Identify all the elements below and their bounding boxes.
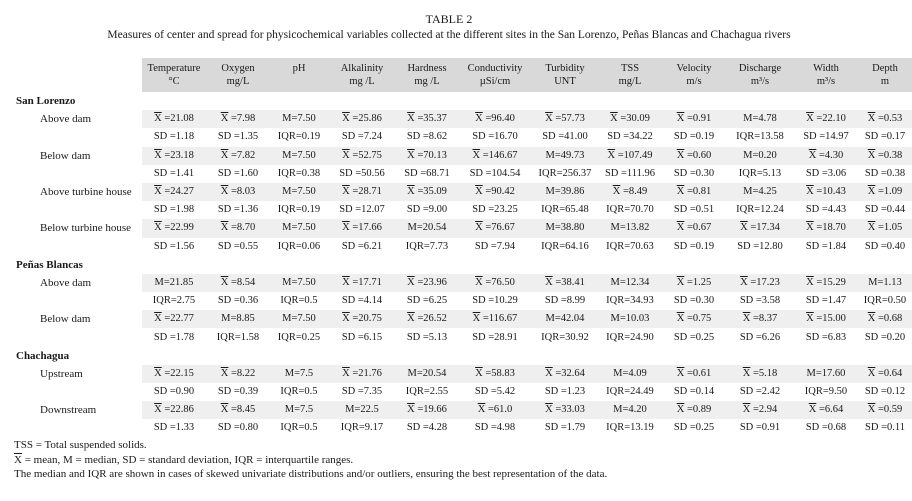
table-cell: $\overline{X} =0.60$ (662, 147, 726, 165)
table-cell: $\overline{X} =8.49$ (598, 183, 662, 201)
table-row-center (14, 274, 912, 292)
table-cell: $\overline{X} =76.67$ (458, 219, 532, 237)
column-header-discharge (726, 58, 794, 92)
table-cell: $\overline{X} =0.59$ (858, 401, 912, 419)
table-cell: M=20.54 (396, 365, 458, 383)
table-cell: SD =1.35 (217, 131, 259, 143)
table-cell: SD =5.13 (406, 331, 448, 343)
table-cell: $\overline{X} =0.64$ (858, 365, 912, 383)
table-cell: $\overline{X} =116.67$ (458, 310, 532, 328)
table-cell: M=12.34 (598, 274, 662, 292)
table-cell: M=39.86 (532, 183, 598, 201)
column-name: pH (292, 63, 306, 74)
table-row-spread (14, 128, 912, 146)
table-cell: M=1.13 (858, 274, 912, 292)
site-label: Below dam (40, 149, 91, 162)
table-cell: SD =4.14 (341, 295, 383, 307)
site-label-blank (14, 201, 142, 219)
table-cell: SD =0.38 (864, 167, 906, 179)
table-cell: SD =6.83 (805, 331, 847, 343)
table-cell: $\overline{X} =7.98$ (206, 110, 270, 128)
table-cell: IQR=2.55 (405, 386, 449, 398)
table-cell: SD =0.91 (739, 422, 781, 434)
table-cell: $\overline{X} =70.13$ (396, 147, 458, 165)
table-cell: SD =1.98 (153, 204, 195, 216)
table-cell: IQR=1.58 (216, 331, 260, 343)
table-cell: M=4.78 (726, 110, 794, 128)
table-cell: SD =12.80 (737, 240, 783, 252)
table-cell: $\overline{X} =10.43$ (794, 183, 858, 201)
table-cell: SD =0.12 (864, 386, 906, 398)
table-cell: SD =1.47 (805, 295, 847, 307)
table-cell: IQR=70.63 (606, 240, 654, 252)
table-cell: M=21.85 (142, 274, 206, 292)
data-table-container (14, 58, 907, 438)
table-cell: SD =23.25 (472, 204, 518, 216)
table-cell: $\overline{X} =24.27$ (142, 183, 206, 201)
table-cell: SD =50.56 (339, 167, 385, 179)
table-cell: SD =1.41 (153, 167, 195, 179)
site-label-blank (14, 165, 142, 183)
table-cell: SD =1.56 (153, 240, 195, 252)
table-cell: SD =0.11 (865, 422, 905, 434)
table-cell: SD =0.30 (673, 167, 715, 179)
table-cell: $\overline{X} =33.03$ (532, 401, 598, 419)
column-name: Velocity (676, 63, 712, 74)
column-name: Width (813, 63, 839, 74)
table-cell: IQR=24.49 (606, 386, 654, 398)
table-cell: $\overline{X} =6.64$ (794, 401, 858, 419)
table-cell: SD =68.71 (404, 167, 450, 179)
table-cell: SD =9.00 (406, 204, 448, 216)
table-cell: SD =14.97 (803, 131, 849, 143)
site-label: Above dam (40, 276, 92, 289)
table-cell: IQR=0.5 (280, 386, 318, 398)
table-cell: $\overline{X} =8.22$ (206, 365, 270, 383)
table-cell: $\overline{X} =0.61$ (662, 365, 726, 383)
column-unit: UNT (554, 76, 576, 87)
table-cell: SD =0.20 (864, 331, 906, 343)
site-label: Below turbine house (40, 222, 132, 235)
column-name: Temperature (147, 63, 201, 74)
table-cell: SD =1.36 (217, 204, 259, 216)
table-cell: $\overline{X} =26.52$ (396, 310, 458, 328)
site-label-blank (14, 419, 142, 437)
column-unit: µSi/cm (479, 76, 511, 87)
table-cell: IQR=9.17 (340, 422, 384, 434)
table-row-spread (14, 383, 912, 401)
table-cell: M=10.03 (598, 310, 662, 328)
table-cell: $\overline{X} =0.89$ (662, 401, 726, 419)
table-row-spread (14, 165, 912, 183)
column-header-width (794, 58, 858, 92)
column-unit: mg /L (414, 76, 440, 87)
table-row-spread (14, 201, 912, 219)
table-cell: $\overline{X} =8.54$ (206, 274, 270, 292)
table-cell: SD =0.39 (217, 386, 259, 398)
table-cell: $\overline{X} =8.45$ (206, 401, 270, 419)
table-cell: IQR=13.19 (606, 422, 654, 434)
table-cell: SD =111.96 (604, 167, 656, 179)
table-cell: $\overline{X} =22.10$ (794, 110, 858, 128)
table-cell: SD =34.22 (607, 131, 653, 143)
table-cell: SD =0.44 (864, 204, 906, 216)
table-cell: SD =0.25 (673, 422, 715, 434)
table-cell: $\overline{X} =0.68$ (858, 310, 912, 328)
header-row (14, 58, 912, 92)
table-row-center (14, 365, 912, 383)
table-cell: $\overline{X} =7.82$ (206, 147, 270, 165)
table-cell: M=7.50 (270, 219, 328, 237)
table-cell: $\overline{X} =25.86$ (328, 110, 396, 128)
table-cell: SD =1.60 (217, 167, 259, 179)
site-label-blank (14, 128, 142, 146)
group-name: San Lorenzo (16, 95, 76, 108)
table-row-spread (14, 292, 912, 310)
table-cell: SD =0.17 (864, 131, 906, 143)
table-row-center (14, 183, 912, 201)
column-header-tss (598, 58, 662, 92)
table-cell: IQR=30.92 (541, 331, 589, 343)
site-label: Downstream (40, 404, 97, 417)
table-cell: IQR=2.75 (152, 295, 196, 307)
table-cell: SD =0.36 (217, 295, 259, 307)
table-cell: SD =1.79 (544, 422, 586, 434)
table-cell: SD =6.21 (341, 240, 383, 252)
table-cell: $\overline{X} =22.77$ (142, 310, 206, 328)
column-unit: °C (168, 76, 180, 87)
table-cell: SD =28.91 (472, 331, 518, 343)
table-cell: SD =4.28 (406, 422, 448, 434)
table-row-spread (14, 328, 912, 346)
table-cell: M=4.09 (598, 365, 662, 383)
note-abbreviations: $\overline{X}$ = mean, M = median, SD = standard deviation, IQR = interquartile ranges. (14, 453, 354, 466)
table-cell: $\overline{X} =8.37$ (726, 310, 794, 328)
table-cell: $\overline{X} =52.75$ (328, 147, 396, 165)
table-cell: $\overline{X} =0.75$ (662, 310, 726, 328)
table-cell: SD =4.98 (474, 422, 516, 434)
table-cell: $\overline{X} =0.38$ (858, 147, 912, 165)
table-cell: $\overline{X} =17.34$ (726, 219, 794, 237)
table-cell: $\overline{X} =1.09$ (858, 183, 912, 201)
table-cell: IQR=34.93 (606, 295, 654, 307)
group-row (14, 347, 912, 365)
table-cell: M=22.5 (328, 401, 396, 419)
column-unit: m³/s (750, 76, 770, 87)
table-cell: IQR=0.25 (277, 331, 321, 343)
table-cell: $\overline{X} =22.15$ (142, 365, 206, 383)
column-header-hardness (396, 58, 458, 92)
table-cell: M=4.25 (726, 183, 794, 201)
column-header-alkalinity (328, 58, 396, 92)
table-cell: SD =0.14 (673, 386, 715, 398)
table-cell: IQR=5.13 (738, 167, 782, 179)
table-cell: IQR=0.19 (277, 131, 321, 143)
table-cell: $\overline{X} =5.18$ (726, 365, 794, 383)
table-cell: $\overline{X} =4.30$ (794, 147, 858, 165)
column-unit: mg/L (618, 76, 642, 87)
table-cell: $\overline{X} =32.64$ (532, 365, 598, 383)
table-cell: SD =7.35 (341, 386, 383, 398)
table-cell: $\overline{X} =1.25$ (662, 274, 726, 292)
table-cell: SD =41.00 (542, 131, 588, 143)
column-header-conductivity (458, 58, 532, 92)
table-cell: $\overline{X} =0.67$ (662, 219, 726, 237)
table-cell: IQR=24.90 (606, 331, 654, 343)
table-row-center (14, 147, 912, 165)
table-cell: SD =6.15 (341, 331, 383, 343)
table-cell: M=7.50 (270, 147, 328, 165)
table-cell: SD =10.29 (472, 295, 518, 307)
table-cell: $\overline{X} =57.73$ (532, 110, 598, 128)
table-cell: IQR=0.19 (277, 204, 321, 216)
table-cell: SD =0.30 (673, 295, 715, 307)
table-cell: SD =0.55 (217, 240, 259, 252)
column-name: Alkalinity (340, 63, 384, 74)
table-cell: SD =5.42 (474, 386, 516, 398)
table-cell: $\overline{X} =17.23$ (726, 274, 794, 292)
table-cell: $\overline{X} =76.50$ (458, 274, 532, 292)
table-cell: $\overline{X} =0.81$ (662, 183, 726, 201)
column-header-ph (270, 58, 328, 92)
table-cell: SD =0.19 (673, 240, 715, 252)
table-cell: SD =16.70 (472, 131, 518, 143)
table-cell: $\overline{X} =1.05$ (858, 219, 912, 237)
table-cell: $\overline{X} =90.42$ (458, 183, 532, 201)
site-label: Below dam (40, 313, 91, 326)
table-cell: $\overline{X} =2.94$ (726, 401, 794, 419)
column-header-turbidity (532, 58, 598, 92)
column-unit: mg/L (226, 76, 250, 87)
table-cell: $\overline{X} =15.29$ (794, 274, 858, 292)
table-notes (14, 438, 884, 482)
group-row (14, 92, 912, 110)
group-name: Chachagua (16, 349, 70, 362)
note-median-iqr: The median and IQR are shown in cases of skewed univariate distributions and/or outliers, ensuring the best representation of the data. (14, 468, 608, 480)
table-cell: SD =6.25 (406, 295, 448, 307)
table-cell: $\overline{X} =23.96$ (396, 274, 458, 292)
column-unit: m³/s (816, 76, 836, 87)
table-cell: $\overline{X} =146.67$ (458, 147, 532, 165)
table-row-center (14, 219, 912, 237)
table-cell: SD =8.62 (406, 131, 448, 143)
site-label-blank (14, 238, 142, 256)
table-cell: SD =7.24 (341, 131, 383, 143)
table-cell: $\overline{X} =35.37$ (396, 110, 458, 128)
table-row-center (14, 401, 912, 419)
table-cell: $\overline{X} =0.91$ (662, 110, 726, 128)
site-label: Upstream (40, 367, 83, 380)
table-row-spread (14, 419, 912, 437)
group-row (14, 256, 912, 274)
table-cell: IQR=70.70 (606, 204, 654, 216)
table-cell: $\overline{X} =35.09$ (396, 183, 458, 201)
table-cell: SD =8.99 (544, 295, 586, 307)
table-cell: $\overline{X} =17.66$ (328, 219, 396, 237)
table-cell: M=38.80 (532, 219, 598, 237)
column-header-depth (858, 58, 912, 92)
table-cell: SD =7.94 (474, 240, 516, 252)
table-cell: SD =1.78 (153, 331, 195, 343)
table-cell: IQR=9.50 (804, 386, 848, 398)
table-cell: M=13.82 (598, 219, 662, 237)
column-name: Conductivity (467, 63, 523, 74)
site-label-blank (14, 292, 142, 310)
table-cell: $\overline{X} =58.83$ (458, 365, 532, 383)
table-cell: $\overline{X} =0.53$ (858, 110, 912, 128)
column-header-oxygen (206, 58, 270, 92)
column-name: Hardness (407, 63, 447, 74)
site-label-blank (14, 383, 142, 401)
table-cell: $\overline{X} =23.18$ (142, 147, 206, 165)
table-cell: M=0.20 (726, 147, 794, 165)
column-name: Oxygen (221, 63, 255, 74)
table-cell: M=17.60 (794, 365, 858, 383)
header-blank-cell (14, 58, 142, 92)
note-tss: TSS = Total suspended solids. (14, 439, 147, 451)
table-row-center (14, 110, 912, 128)
column-unit: mg /L (349, 76, 375, 87)
table-row-center (14, 310, 912, 328)
table-cell: SD =6.26 (739, 331, 781, 343)
table-cell: SD =0.40 (864, 240, 906, 252)
table-cell: $\overline{X} =30.09$ (598, 110, 662, 128)
table-cell: SD =4.43 (805, 204, 847, 216)
column-header-velocity (662, 58, 726, 92)
table-cell: $\overline{X} =19.66$ (396, 401, 458, 419)
table-cell: $\overline{X} =15.00$ (794, 310, 858, 328)
site-label: Above turbine house (40, 186, 132, 199)
table-cell: $\overline{X} =107.49$ (598, 147, 662, 165)
table-cell: IQR=0.06 (277, 240, 321, 252)
table-cell: IQR=256.37 (538, 167, 592, 179)
site-label-blank (14, 328, 142, 346)
group-name: Peñas Blancas (16, 258, 83, 271)
table-cell: IQR=12.24 (736, 204, 784, 216)
table-cell: $\overline{X} =18.70$ (794, 219, 858, 237)
column-name: Turbidity (545, 63, 585, 74)
table-cell: M=20.54 (396, 219, 458, 237)
table-cell: SD =0.90 (153, 386, 195, 398)
table-cell: IQR=0.5 (280, 295, 318, 307)
table-cell: M=4.20 (598, 401, 662, 419)
table-cell: SD =0.80 (217, 422, 259, 434)
table-cell: SD =2.42 (739, 386, 781, 398)
column-header-temperature (142, 58, 206, 92)
table-cell: IQR=7.73 (405, 240, 449, 252)
table-cell: $\overline{X} =61.0$ (458, 401, 532, 419)
table-cell: $\overline{X} =38.41$ (532, 274, 598, 292)
table-cell: SD =0.19 (673, 131, 715, 143)
column-name: Discharge (738, 63, 782, 74)
table-cell: SD =1.33 (153, 422, 195, 434)
table-cell: SD =0.51 (673, 204, 715, 216)
table-cell: M=42.04 (532, 310, 598, 328)
table-caption: Measures of center and spread for physicochemical variables collected at the different sites in the San Lorenzo, Peñas Blancas and Chachagua rivers (107, 29, 791, 41)
table-cell: SD =3.58 (739, 295, 781, 307)
table-cell: $\overline{X} =21.08$ (142, 110, 206, 128)
table-cell: SD =1.23 (544, 386, 586, 398)
table-title: TABLE 2 (425, 12, 473, 26)
table-cell: M=7.5 (270, 401, 328, 419)
table-cell: SD =104.54 (469, 167, 521, 179)
table-cell: SD =0.68 (805, 422, 847, 434)
table-cell: SD =0.25 (673, 331, 715, 343)
table-cell: IQR=0.38 (277, 167, 321, 179)
table-cell: M=7.50 (270, 183, 328, 201)
table-cell: $\overline{X} =17.71$ (328, 274, 396, 292)
table-body (14, 92, 912, 438)
table-cell: SD =12.07 (339, 204, 385, 216)
table-cell: M=7.5 (270, 365, 328, 383)
column-unit: m/s (686, 76, 702, 87)
table-cell: $\overline{X} =20.75$ (328, 310, 396, 328)
table-cell: M=7.50 (270, 310, 328, 328)
table-cell: IQR=0.50 (863, 295, 907, 307)
table-cell: SD =1.84 (805, 240, 847, 252)
table-cell: $\overline{X} =8.03$ (206, 183, 270, 201)
table-cell: IQR=65.48 (541, 204, 589, 216)
table-row-spread (14, 238, 912, 256)
column-name: TSS (620, 63, 640, 74)
site-label: Above dam (40, 113, 92, 126)
table-cell: $\overline{X} =8.70$ (206, 219, 270, 237)
table-cell: $\overline{X} =22.99$ (142, 219, 206, 237)
table-cell: $\overline{X} =22.86$ (142, 401, 206, 419)
column-name: Depth (872, 63, 898, 74)
table-cell: IQR=64.16 (541, 240, 589, 252)
table-cell: M=8.85 (206, 310, 270, 328)
column-unit: m (880, 76, 890, 87)
table-cell: SD =3.06 (805, 167, 847, 179)
table-cell: $\overline{X} =21.76$ (328, 365, 396, 383)
physicochemical-table (14, 58, 912, 438)
table-cell: IQR=13.58 (736, 131, 784, 143)
table-cell: M=49.73 (532, 147, 598, 165)
table-cell: M=7.50 (270, 110, 328, 128)
table-cell: M=7.50 (270, 274, 328, 292)
table-cell: $\overline{X} =96.40$ (458, 110, 532, 128)
table-cell: IQR=0.5 (280, 422, 318, 434)
table-cell: SD =1.18 (153, 131, 195, 143)
table-cell: $\overline{X} =28.71$ (328, 183, 396, 201)
